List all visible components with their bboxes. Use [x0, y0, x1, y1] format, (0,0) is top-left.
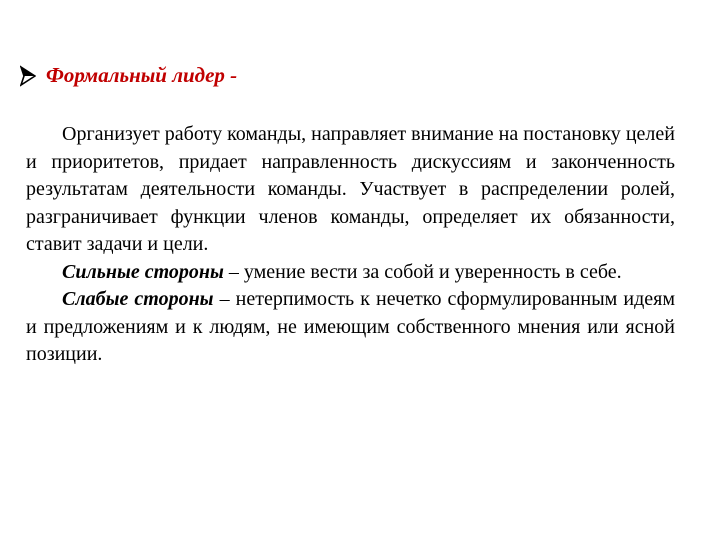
weaknesses-paragraph: [26, 286, 675, 369]
role-description: Организует работу команды, направляет внимание на постановку целей и приоритетов, придает направленность дискуссиям и законченность результатам деятельности команды. Участвует в распределении ролей, разграничивает функции членов команды, определяет их обязанности, ставит задачи и цели.: [26, 123, 675, 255]
strengths-paragraph: [26, 259, 675, 287]
arrowhead-bullet-icon: [20, 65, 36, 87]
weaknesses-term: Слабые стороны: [62, 288, 214, 310]
section-heading: [20, 63, 237, 88]
strengths-text: – умение вести за собой и уверенность в себе.: [223, 260, 622, 283]
weaknesses-text: – нетерпимость к нечетко сформулированным идеям и предложениям и к людям, не имеющим собственного мнения или ясной позиции.: [26, 288, 676, 365]
strengths-term: Сильные стороны: [62, 260, 224, 283]
description-body: [26, 121, 675, 369]
heading-text: Формальный лидер -: [46, 63, 238, 87]
